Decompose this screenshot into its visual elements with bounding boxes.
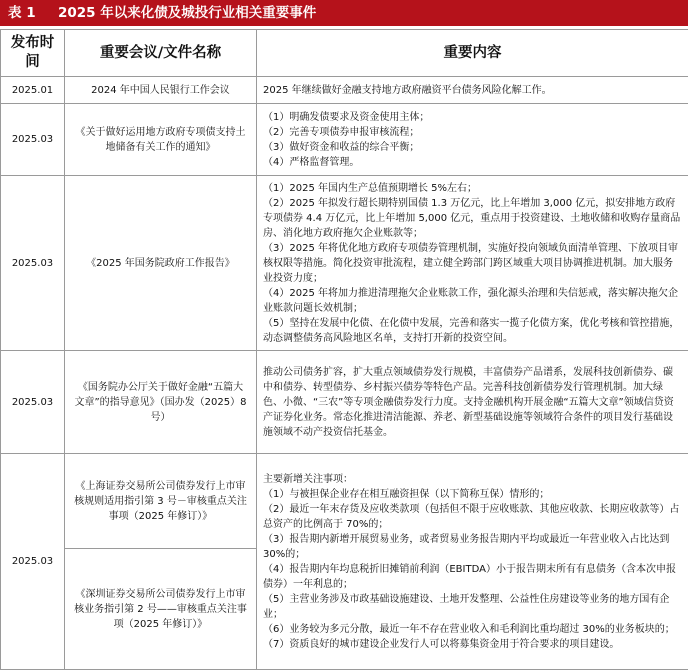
table-row — [1, 77, 688, 104]
row-meeting: 2024 年中国人民银行工作会议 — [65, 77, 257, 104]
row-date: 2025.03 — [1, 176, 65, 351]
table-row — [1, 454, 688, 549]
header-content: 重要内容 — [257, 30, 688, 77]
table-header-row — [1, 30, 688, 77]
row-date: 2025.03 — [1, 454, 65, 670]
row-content: 推动公司债务扩容，扩大重点领域债券发行规模，丰富债券产品谱系，发展科技创新债券、碳中和债券、转型债券、乡村振兴债券等特色产品。完善科技创新债券发行管理机制。加大绿色、小微、“三农”等专项金融债券发行力度。支持金融机构开展金融“五篇大文章”领域信贷资产证券化业务。常态化推进清洁能源、养老、新型基础设施等领域符合条件的项目发行基础设施领域不动产投资信托基金。 — [257, 351, 688, 454]
table-row — [1, 176, 688, 351]
row-meeting: 《2025 年国务院政府工作报告》 — [65, 176, 257, 351]
row-content: 主要新增关注事项： （1）与被担保企业存在相互融资担保（以下简称互保）情形的； （2）最近一年末存货及应收类款项（包括但不限于应收账款、其他应收款、长期应收款等）占总资产的比例高于 70%的； （3）报告期内新增开展贸易业务，或者贸易业务报告期内平均或最近一年营业收入占比达到 30%的； （4）报告期内年均息税折旧摊销前利润（EBITDA）小于报告期末所有有息债务（含本次申报债券）一年利息的； （5）主营业务涉及市政基础设施建设、土地开发整理、公益性住房建设等业务的地方国有企业； （6）业务较为多元分散，最近一年不存在营业收入和毛利润比重均超过 30%的业务板块的； （7）资质良好的城市建设企业发行人可以将募集资金用于符合要求的项目建设。 — [257, 454, 688, 670]
events-table — [0, 29, 688, 670]
row-meeting: 《国务院办公厅关于做好金融“五篇大文章”的指导意见》（国办发（2025）8 号） — [65, 351, 257, 454]
row-meeting: 《关于做好运用地方政府专项债支持土地储备有关工作的通知》 — [65, 104, 257, 176]
table-title: 2025 年以来化债及城投行业相关重要事件 — [58, 5, 317, 21]
header-meeting: 重要会议/文件名称 — [65, 30, 257, 77]
row-meeting: 《上海证券交易所公司债券发行上市审核规则适用指引第 3 号－审核重点关注事项（2025 年修订）》 — [65, 454, 257, 549]
row-content: 2025 年继续做好金融支持地方政府融资平台债务风险化解工作。 — [257, 77, 688, 104]
table-label: 表 1 — [8, 5, 36, 21]
header-date: 发布时间 — [1, 30, 65, 77]
table-row — [1, 351, 688, 454]
row-date: 2025.03 — [1, 351, 65, 454]
row-date: 2025.01 — [1, 77, 65, 104]
table-title-bar — [0, 0, 688, 26]
table-row — [1, 104, 688, 176]
row-date: 2025.03 — [1, 104, 65, 176]
row-meeting: 《深圳证券交易所公司债券发行上市审核业务指引第 2 号——审核重点关注事项（2025 年修订）》 — [65, 549, 257, 670]
row-content: （1）明确发债要求及资金使用主体； （2）完善专项债券申报审核流程； （3）做好资金和收益的综合平衡； （4）严格监督管理。 — [257, 104, 688, 176]
row-content: （1）2025 年国内生产总值预期增长 5%左右； （2）2025 年拟发行超长期特别国债 1.3 万亿元，比上年增加 3,000 亿元，拟安排地方政府专项债券 4.4 万亿元，比上年增加 5,000 亿元，重点用于投资建设、土地收储和收购存量商品房、消化地方政府拖欠企业账款等； （3）2025 年将优化地方政府专项债券管理机制，实施好投向领域负面清单管理、下放项目审核权限等措施。简化投资审批流程，建立健全跨部门跨区域重大项目协调推进机制。加大服务业投资力度； （4）2025 年将加力推进清理拖欠企业账款工作，强化源头治理和失信惩戒，落实解决拖欠企业账款问题长效机制； （5）坚持在发展中化债、在化债中发展，完善和落实一揽子化债方案，优化考核和管控措施，动态调整债务高风险地区名单，支持打开新的投资空间。 — [257, 176, 688, 351]
